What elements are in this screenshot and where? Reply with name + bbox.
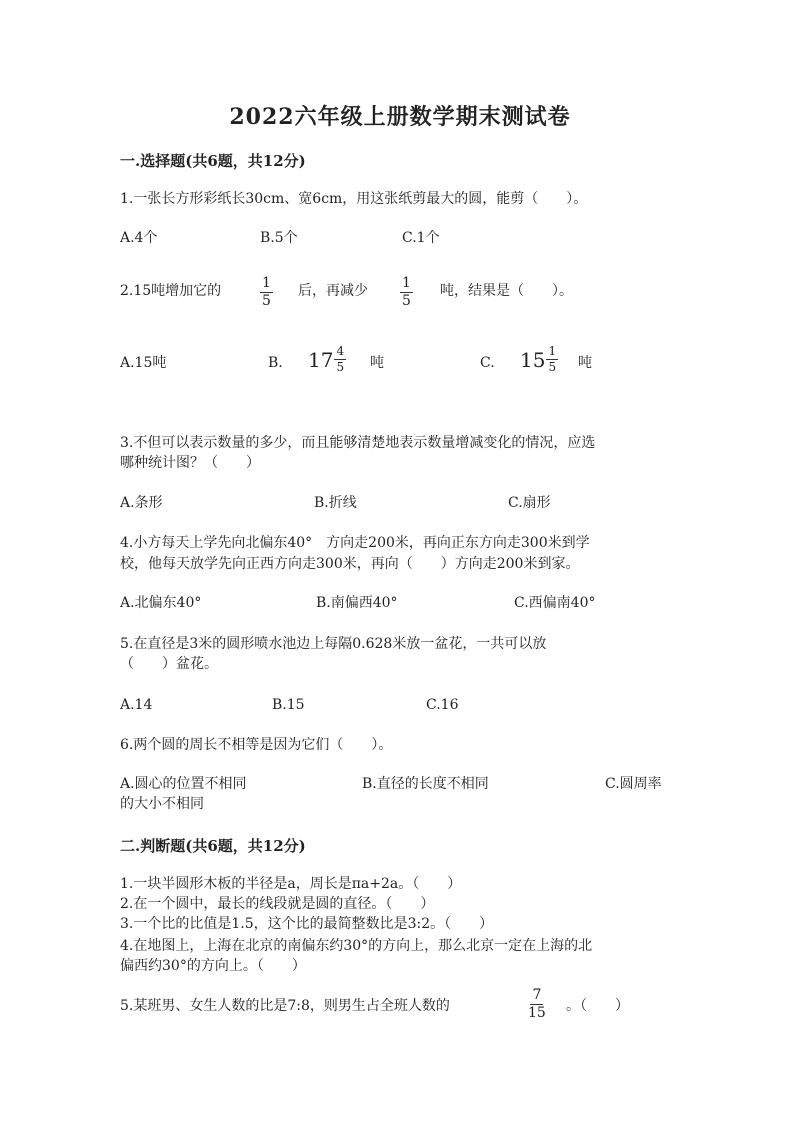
fraction-numerator: 4 <box>336 344 345 358</box>
fraction-denominator: 5 <box>402 293 411 309</box>
q5-option-b: B.15 <box>272 697 305 713</box>
q2-option-c-mixed-number <box>520 345 558 374</box>
judgement-1: 1.一块半圆形木板的半径是a，周长是πa+2a。（ ） <box>120 876 462 892</box>
fraction-numerator: 1 <box>262 275 271 291</box>
question-5-line2: （ ）盆花。 <box>120 656 218 672</box>
q2-option-c-label: C. <box>480 355 495 371</box>
question-2-part2: 后，再减少 <box>298 283 368 299</box>
q1-option-c: C.1个 <box>402 230 440 246</box>
mixed-whole: 15 <box>520 347 546 372</box>
question-2-part1: 2.15吨增加它的 <box>120 283 222 299</box>
fraction-denominator: 5 <box>548 360 557 374</box>
judgement-4-line1: 4.在地图上，上海在北京的南偏东约30°的方向上，那么北京一定在上海的北 <box>120 938 593 954</box>
fraction-numerator: 7 <box>532 987 542 1003</box>
mixed-whole: 17 <box>308 347 334 372</box>
judgement-2: 2.在一个圆中，最长的线段就是圆的直径。（ ） <box>120 896 435 912</box>
q2-fraction-1 <box>260 276 273 309</box>
q5-option-c: C.16 <box>426 697 459 713</box>
j5-fraction <box>526 988 548 1021</box>
question-6-stem: 6.两个圆的周长不相等是因为它们（ ）。 <box>120 737 393 753</box>
question-2-part3: 吨，结果是（ ）。 <box>440 283 573 299</box>
question-3-line2: 哪种统计图？（ ） <box>120 455 260 471</box>
q6-option-b: B.直径的长度不相同 <box>362 776 489 792</box>
fraction-denominator: 5 <box>262 293 271 309</box>
fraction-numerator: 1 <box>548 344 557 358</box>
q3-option-c: C.扇形 <box>508 495 551 511</box>
q1-option-a: A.4个 <box>120 230 158 246</box>
question-4-line2: 校，他每天放学先向正西方向走300米，再向（ ）方向走200米到家。 <box>120 556 580 572</box>
q3-option-a: A.条形 <box>120 495 163 511</box>
fraction-numerator: 1 <box>402 275 411 291</box>
fraction-denominator: 15 <box>528 1005 546 1021</box>
q2-fraction-2 <box>400 276 413 309</box>
q2-option-b-mixed-number <box>308 345 346 374</box>
q6-option-c-continued: 的大小不相同 <box>120 796 204 812</box>
q6-option-a: A.圆心的位置不相同 <box>120 776 247 792</box>
q3-option-b: B.折线 <box>314 495 357 511</box>
question-5-line1: 5.在直径是3米的圆形喷水池边上每隔0.628米放一盆花，一共可以放 <box>120 636 547 652</box>
q2-option-a: A.15吨 <box>120 355 167 371</box>
fraction-denominator: 5 <box>336 360 345 374</box>
section-heading-judgement: 二.判断题(共6题，共12分) <box>120 837 306 855</box>
question-1-stem: 1.一张长方形彩纸长30cm、宽6cm，用这张纸剪最大的圆，能剪（ ）。 <box>120 191 588 207</box>
q1-option-b: B.5个 <box>260 230 298 246</box>
q6-option-c: C.圆周率 <box>605 776 662 792</box>
section-heading-choice: 一.选择题(共6题，共12分) <box>120 152 306 170</box>
page-title: 2022六年级上册数学期末测试卷 <box>229 104 571 130</box>
judgement-3: 3.一个比的比值是1.5，这个比的最简整数比是3:2。（ ） <box>120 916 494 932</box>
q5-option-a: A.14 <box>120 697 153 713</box>
q2-option-b-unit: 吨 <box>370 355 384 371</box>
q4-option-c: C.西偏南40° <box>514 595 596 611</box>
question-4-line1: 4.小方每天上学先向北偏东40° 方向走200米，再向正东方向走300米到学 <box>120 535 590 551</box>
q4-option-b: B.南偏西40° <box>316 595 398 611</box>
q4-option-a: A.北偏东40° <box>120 595 202 611</box>
question-3-line1: 3.不但可以表示数量的多少，而且能够清楚地表示数量增减变化的情况，应选 <box>120 435 596 451</box>
judgement-4-line2: 偏西约30°的方向上。（ ） <box>120 958 306 974</box>
q2-option-b-label: B. <box>268 355 283 371</box>
judgement-5-part1: 5.某班男、女生人数的比是7:8，则男生占全班人数的 <box>120 998 450 1014</box>
q2-option-c-unit: 吨 <box>578 355 592 371</box>
judgement-5-part2: 。（ ） <box>566 998 629 1014</box>
